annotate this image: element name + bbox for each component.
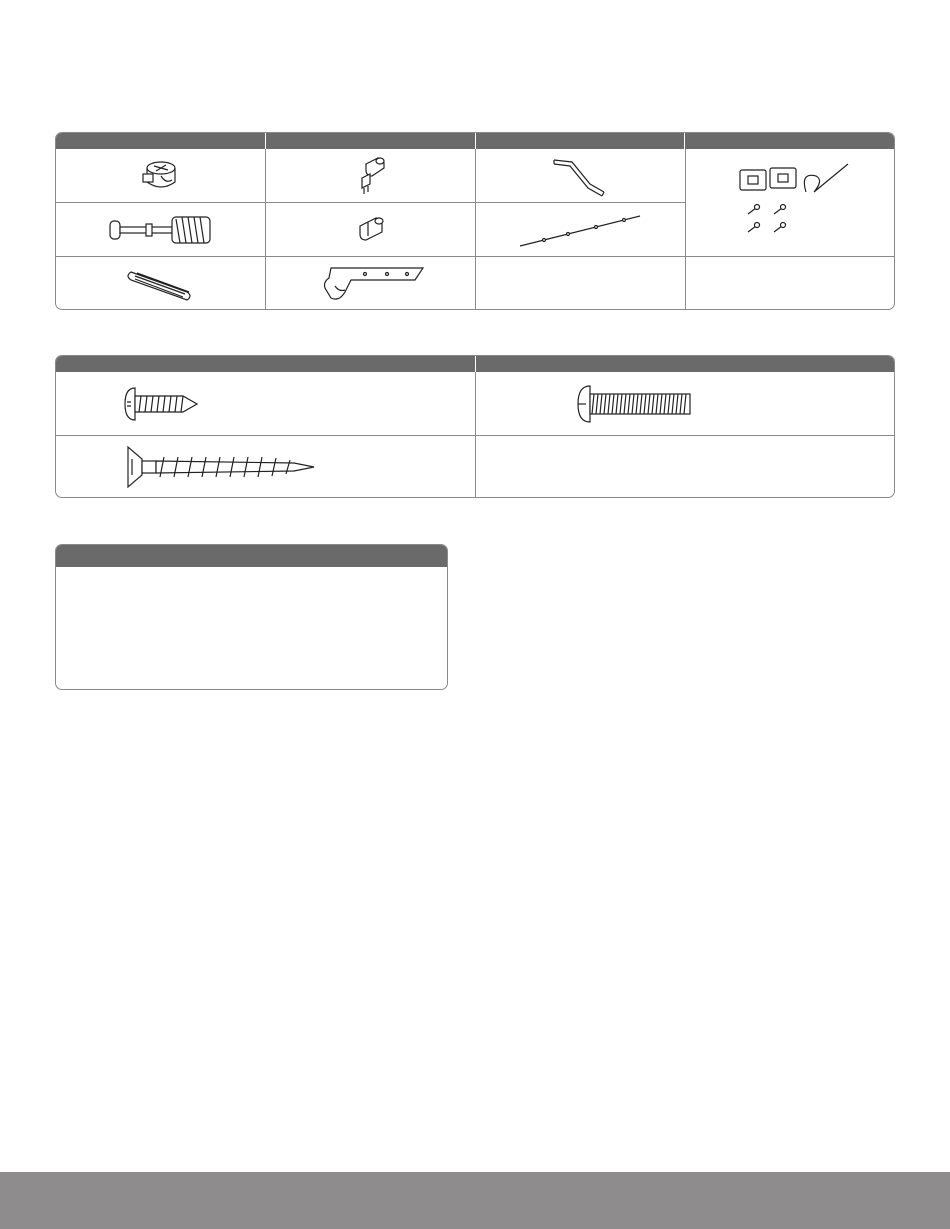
notes-panel (55, 544, 448, 690)
parts-table (55, 132, 895, 310)
wire-strap-icon (516, 210, 646, 250)
shelf-support-icon (346, 210, 396, 250)
parts-header-cell (265, 133, 475, 149)
shelf-pin-icon (346, 154, 396, 198)
screws-header-cell (475, 356, 895, 372)
machine-bolt-icon (574, 382, 694, 426)
parts-header-cell (475, 133, 685, 149)
screws-table-header (56, 356, 894, 372)
parts-header-cell (684, 133, 894, 149)
cam-lock-icon (136, 156, 186, 196)
footer-bar (0, 1172, 950, 1229)
notes-header-label (56, 545, 447, 567)
part-cell-cam-bolt (56, 203, 266, 257)
part-cell-empty (686, 257, 894, 310)
wooden-dowel-icon (121, 264, 201, 304)
allen-key-icon (546, 154, 616, 198)
part-cell-wooden-dowel (56, 257, 266, 310)
part-cell-shelf-support (266, 203, 476, 257)
part-cell-wall-anchor-kit (686, 149, 894, 257)
wall-anchor-kit-icon (720, 158, 860, 248)
screw-cell-pan-head (56, 372, 476, 436)
part-cell-wire-strap (476, 203, 686, 257)
screw-cell-machine-bolt (476, 372, 894, 436)
notes-panel-body (56, 567, 447, 583)
screws-table (55, 355, 895, 498)
part-cell-empty (476, 257, 686, 310)
pan-head-screw-icon (121, 384, 211, 424)
bracket-icon (311, 262, 431, 306)
part-cell-bracket (266, 257, 476, 310)
parts-table-header (56, 133, 894, 149)
notes-panel-header (56, 545, 447, 567)
cam-bolt-with-insert-icon (106, 213, 216, 247)
screw-cell-long-wood (56, 436, 476, 498)
part-cell-cam-lock (56, 149, 266, 203)
part-cell-allen-key (476, 149, 686, 203)
long-wood-screw-icon (124, 445, 324, 489)
screws-header-cell (56, 356, 475, 372)
part-cell-shelf-pin (266, 149, 476, 203)
parts-header-cell (56, 133, 265, 149)
screw-cell-empty (476, 436, 894, 498)
